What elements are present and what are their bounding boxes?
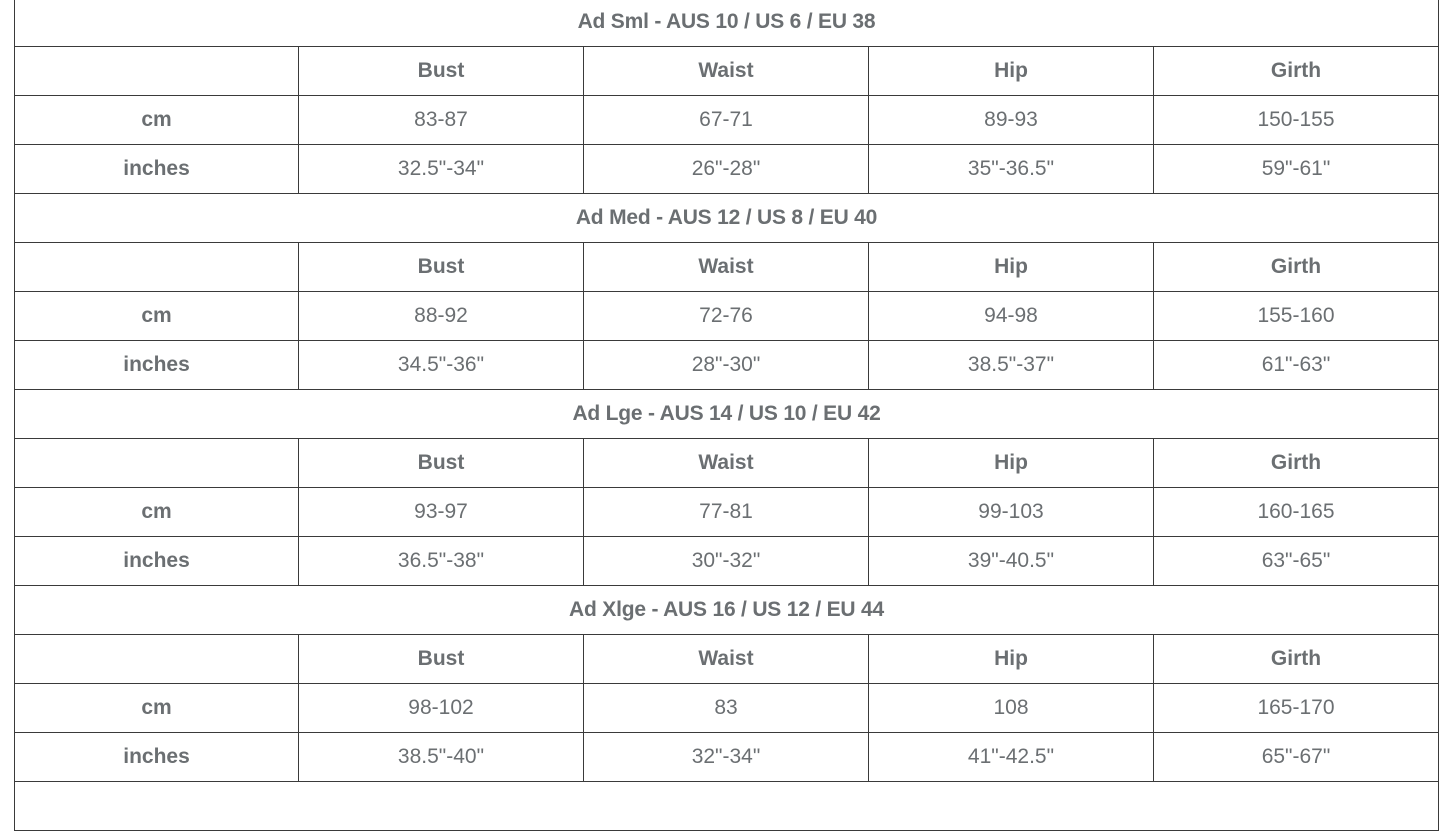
size-title-row <box>15 586 1439 635</box>
table-row <box>15 292 1439 341</box>
bust-value: 98-102 <box>299 684 584 733</box>
table-row <box>15 341 1439 390</box>
table-row <box>15 96 1439 145</box>
table-row <box>15 733 1439 782</box>
row-label: cm <box>15 292 299 341</box>
hip-value: 39"-40.5" <box>869 537 1154 586</box>
column-header-row <box>15 635 1439 684</box>
girth-value: 160-165 <box>1154 488 1439 537</box>
column-header-row <box>15 439 1439 488</box>
hip-value: 35"-36.5" <box>869 145 1154 194</box>
size-title-row-partial <box>15 782 1439 831</box>
column-header-waist: Waist <box>584 439 869 488</box>
column-header-girth: Girth <box>1154 243 1439 292</box>
bust-value: 36.5"-38" <box>299 537 584 586</box>
column-header-girth: Girth <box>1154 47 1439 96</box>
hip-value: 99-103 <box>869 488 1154 537</box>
column-header-hip: Hip <box>869 635 1154 684</box>
waist-value: 77-81 <box>584 488 869 537</box>
waist-value: 67-71 <box>584 96 869 145</box>
bust-value: 34.5"-36" <box>299 341 584 390</box>
hip-value: 94-98 <box>869 292 1154 341</box>
girth-value: 165-170 <box>1154 684 1439 733</box>
column-header-bust: Bust <box>299 439 584 488</box>
column-header-waist: Waist <box>584 47 869 96</box>
size-title: Ad Lge - AUS 14 / US 10 / EU 42 <box>15 390 1439 439</box>
size-chart <box>14 0 1438 831</box>
bust-value: 88-92 <box>299 292 584 341</box>
column-header-hip: Hip <box>869 47 1154 96</box>
hip-value: 89-93 <box>869 96 1154 145</box>
waist-value: 83 <box>584 684 869 733</box>
girth-value: 59"-61" <box>1154 145 1439 194</box>
waist-value: 26"-28" <box>584 145 869 194</box>
empty-header-cell <box>15 243 299 292</box>
size-title: Ad Med - AUS 12 / US 8 / EU 40 <box>15 194 1439 243</box>
column-header-bust: Bust <box>299 635 584 684</box>
table-row <box>15 145 1439 194</box>
size-title: Ad Sml - AUS 10 / US 6 / EU 38 <box>15 0 1439 47</box>
column-header-row <box>15 243 1439 292</box>
girth-value: 150-155 <box>1154 96 1439 145</box>
hip-value: 41"-42.5" <box>869 733 1154 782</box>
size-title-row <box>15 390 1439 439</box>
girth-value: 155-160 <box>1154 292 1439 341</box>
waist-value: 32"-34" <box>584 733 869 782</box>
column-header-hip: Hip <box>869 243 1154 292</box>
empty-header-cell <box>15 635 299 684</box>
bust-value: 32.5"-34" <box>299 145 584 194</box>
row-label: cm <box>15 488 299 537</box>
bust-value: 38.5"-40" <box>299 733 584 782</box>
waist-value: 72-76 <box>584 292 869 341</box>
girth-value: 63"-65" <box>1154 537 1439 586</box>
table-row <box>15 684 1439 733</box>
size-title: Ad Xlge - AUS 16 / US 12 / EU 44 <box>15 586 1439 635</box>
column-header-bust: Bust <box>299 243 584 292</box>
girth-value: 65"-67" <box>1154 733 1439 782</box>
waist-value: 30"-32" <box>584 537 869 586</box>
table-row <box>15 537 1439 586</box>
column-header-row <box>15 47 1439 96</box>
row-label: cm <box>15 684 299 733</box>
row-label: inches <box>15 537 299 586</box>
bust-value: 83-87 <box>299 96 584 145</box>
waist-value: 28"-30" <box>584 341 869 390</box>
table-row <box>15 488 1439 537</box>
size-title-row <box>15 0 1439 47</box>
row-label: inches <box>15 733 299 782</box>
column-header-hip: Hip <box>869 439 1154 488</box>
row-label: inches <box>15 341 299 390</box>
hip-value: 108 <box>869 684 1154 733</box>
row-label: cm <box>15 96 299 145</box>
column-header-waist: Waist <box>584 635 869 684</box>
column-header-girth: Girth <box>1154 635 1439 684</box>
column-header-bust: Bust <box>299 47 584 96</box>
size-title-row <box>15 194 1439 243</box>
column-header-waist: Waist <box>584 243 869 292</box>
size-chart-table <box>14 0 1439 831</box>
girth-value: 61"-63" <box>1154 341 1439 390</box>
hip-value: 38.5"-37" <box>869 341 1154 390</box>
size-title-partial <box>15 782 1439 831</box>
empty-header-cell <box>15 47 299 96</box>
row-label: inches <box>15 145 299 194</box>
column-header-girth: Girth <box>1154 439 1439 488</box>
empty-header-cell <box>15 439 299 488</box>
bust-value: 93-97 <box>299 488 584 537</box>
